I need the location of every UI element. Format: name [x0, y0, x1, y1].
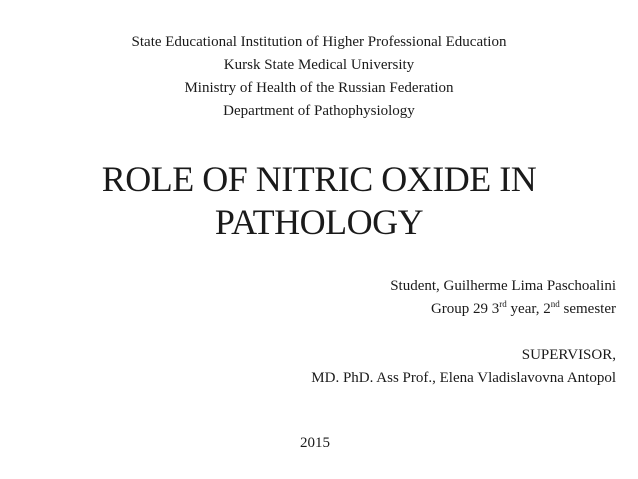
title-line-1: ROLE OF NITRIC OXIDE IN [101, 159, 537, 199]
institution-line: State Educational Institution of Higher Professional Education [131, 34, 507, 50]
supervisor-label: SUPERVISOR, [521, 347, 616, 363]
presentation-year: 2015 [300, 435, 330, 451]
group-prefix: Group 29 3 [430, 301, 500, 317]
semester-ordinal: nd [550, 299, 560, 309]
author-block [311, 275, 616, 390]
blank-line [311, 321, 616, 344]
university-line: Kursk State Medical University [223, 57, 415, 73]
title-line-2: PATHOLOGY [214, 202, 424, 242]
year-word: year, 2 [506, 301, 551, 317]
supervisor-name: MD. PhD. Ass Prof., Elena Vladislavovna Antopol [311, 370, 616, 386]
semester-word: semester [559, 301, 616, 317]
institution-header [0, 31, 638, 123]
slide-title [0, 158, 638, 244]
group-info [311, 298, 616, 321]
year-ordinal: rd [499, 299, 507, 309]
ministry-line: Ministry of Health of the Russian Federation [184, 80, 454, 96]
student-name: Student, Guilherme Lima Paschoalini [390, 278, 616, 294]
department-line: Department of Pathophysiology [223, 103, 415, 119]
